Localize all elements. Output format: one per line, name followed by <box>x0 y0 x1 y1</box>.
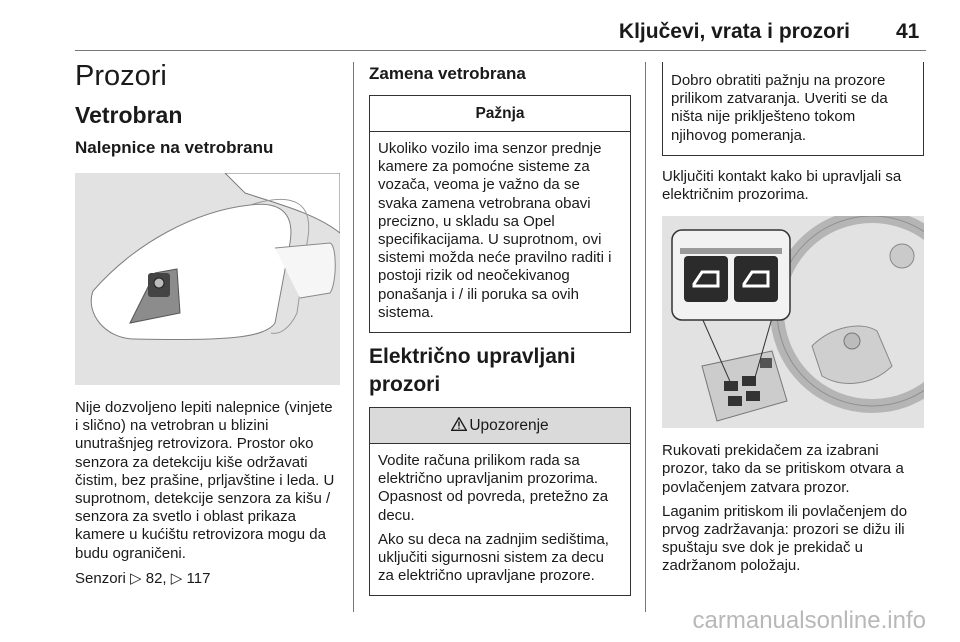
running-header: Ključevi, vrata i prozori <box>618 20 850 43</box>
notice-title: Pažnja <box>370 96 630 132</box>
window-switch-figure <box>662 216 924 428</box>
page-number: 41 <box>896 20 920 43</box>
warning-title: Upozorenje <box>469 417 549 435</box>
column-2 <box>369 58 631 596</box>
notice-text: Ukoliko vozilo ima senzor prednje kamere za pomoćne sisteme za vozača, veoma je važno da se svaka zamena vetrobrana obavi precizno, u skladu sa Opel specifikacijama. U suprotnom, ovi sistemi možda neće pravilno raditi i postoji rizik od neočekivanog ponašanja i / ili poruka sa ovih sistema. <box>378 140 612 321</box>
column-divider-2 <box>645 62 646 612</box>
section-title: Prozori <box>75 60 167 92</box>
column-1 <box>75 58 340 588</box>
stickers-paragraph: Nije dozvoljeno lepiti nalepnice (vinjete i slično) na vetrobran u blizini unutrašnjeg retrovizora. Prostor oko senzora za detekciju kiše održavati čistim, bez prašine, prljavštine i leda. U suprotnom, detekcije senzora za kišu / senzora za svetlo i oblast prikaza kamere u kućištu retrovizora mogu da budu ograničeni. <box>75 399 335 562</box>
first-detent-paragraph: Laganim pritiskom ili povlačenjem do prvog zadržavanja: prozori se dižu ili spuštaju sve dok je prekidač u zadržanom položaju. <box>662 502 908 575</box>
watermark: carmanualsonline.info <box>692 607 926 634</box>
warning-triangle-icon <box>451 417 467 431</box>
column-divider-1 <box>353 62 354 612</box>
warning-box <box>369 407 631 596</box>
notice-box <box>369 95 631 333</box>
warning-text-1: Vodite računa prilikom rada sa električno upravljanim prozorima. Opasnost od povreda, pretežno za decu. <box>378 452 609 524</box>
warning-continuation-text: Dobro obratiti pažnju na prozore prilikom zatvaranja. Uveriti se da ništa nije priklješteno tokom njihovog pomeranja. <box>671 72 888 144</box>
rearview-mirror-illustration <box>75 173 340 385</box>
sensor-reference <box>75 570 340 588</box>
power-windows-title: Električno upravljani prozori <box>369 345 576 397</box>
warning-continuation-box <box>662 62 924 156</box>
windshield-mirror-figure <box>75 173 340 385</box>
page-ref-arrow-icon: ▷ <box>130 569 142 587</box>
windshield-replacement-title: Zamena vetrobrana <box>369 64 526 83</box>
subsection-title: Vetrobran <box>75 102 183 128</box>
page-ref-link-2[interactable]: 117 <box>186 569 211 587</box>
subsubsection-title: Nalepnice na vetrobranu <box>75 138 274 157</box>
warning-text-2: Ako su deca na zadnjim sedištima, uključiti sigurnosni sistem za decu za električno upravljane prozore. <box>378 530 609 585</box>
ignition-paragraph: Uključiti kontakt kako bi upravljali sa električnim prozorima. <box>662 167 902 204</box>
switch-operation-paragraph: Rukovati prekidačem za izabrani prozor, tako da se pritiskom otvara a povlačenjem zatvara prozor. <box>662 442 904 496</box>
sensors-label: Senzori <box>75 569 126 587</box>
column-3 <box>662 62 924 576</box>
window-switches-illustration <box>662 216 924 428</box>
page-ref-arrow-icon: ▷ <box>170 569 183 587</box>
warning-header <box>370 408 630 444</box>
page-ref-link-1[interactable]: 82, <box>145 569 167 587</box>
header-rule <box>75 50 926 51</box>
